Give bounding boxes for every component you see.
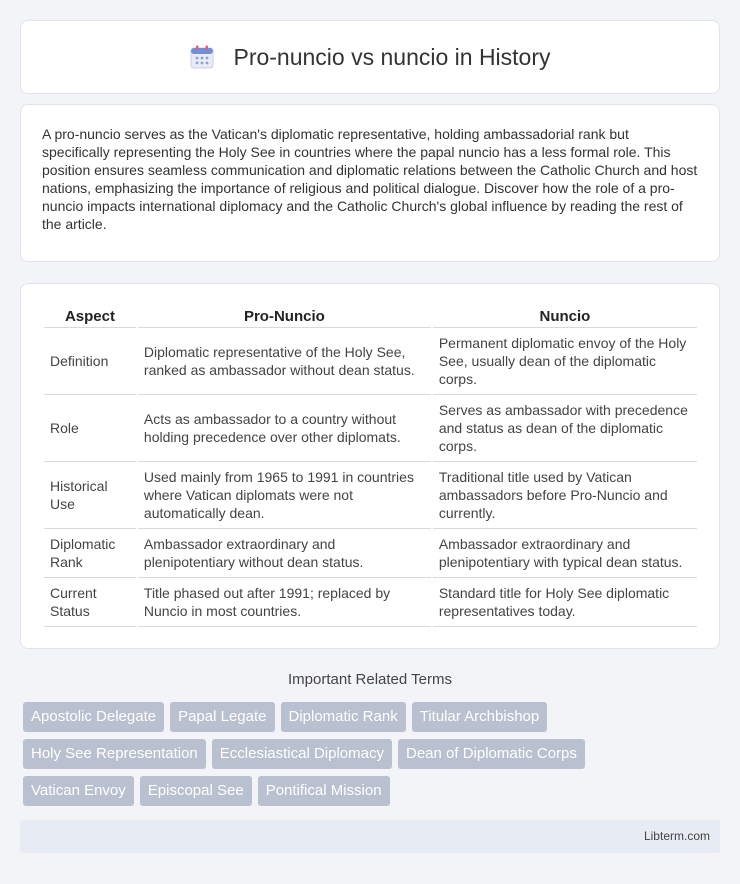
page-title: Pro-nuncio vs nuncio in History [233,43,551,70]
cell-nuncio: Traditional title used by Vatican ambassadors before Pro-Nuncio and currently. [433,462,697,529]
cell-aspect: Definition [44,328,136,395]
table-row [44,328,697,395]
title-wrap [189,44,550,71]
table-card [20,283,720,649]
cell-pro-nuncio: Ambassador extraordinary and plenipotentiary without dean status. [138,529,431,578]
tag-titular-archbishop[interactable]: Titular Archbishop [412,702,548,732]
cell-aspect: Historical Use [44,462,136,529]
tag-row [23,702,723,732]
table-row [44,395,697,462]
cell-pro-nuncio: Diplomatic representative of the Holy See, ranked as ambassador without dean status. [138,328,431,395]
related-tags [23,702,723,813]
footer [20,820,720,853]
related-terms-title: Important Related Terms [288,671,452,688]
cell-aspect: Diplomatic Rank [44,529,136,578]
tag-episcopal-see[interactable]: Episcopal See [140,776,252,806]
tag-vatican-envoy[interactable]: Vatican Envoy [23,776,134,806]
footer-site-link[interactable]: Libterm.com [643,829,710,843]
tag-ecclesiastical-diplomacy[interactable]: Ecclesiastical Diplomacy [212,739,392,769]
tag-holy-see-representation[interactable]: Holy See Representation [23,739,206,769]
comparison-table [42,302,699,627]
tag-dean-of-diplomatic-corps[interactable]: Dean of Diplomatic Corps [398,739,585,769]
tag-diplomatic-rank[interactable]: Diplomatic Rank [281,702,406,732]
header-card [20,20,720,94]
cell-nuncio: Standard title for Holy See diplomatic representatives today. [433,578,697,627]
header-pro-nuncio: Pro-Nuncio [138,302,431,328]
header-aspect: Aspect [44,302,136,328]
tag-papal-legate[interactable]: Papal Legate [170,702,274,732]
cell-aspect: Role [44,395,136,462]
tag-row [23,739,723,769]
cell-nuncio: Ambassador extraordinary and plenipotentiary with typical dean status. [433,529,697,578]
table-row [44,462,697,529]
table-row [44,529,697,578]
cell-aspect: Current Status [44,578,136,627]
intro-text: A pro-nuncio serves as the Vatican's diplomatic representative, holding ambassadorial rank but specifically representing the Holy See in countries where the papal nuncio has a less formal role. This position ensures seamless communication and diplomatic relations between the Catholic Church and host nations, emphasizing the importance of religious and political dialogue. Discover how the role of a pro-nuncio impacts international diplomacy and the Catholic Church's global influence by reading the rest of the article. [42,126,698,232]
cell-pro-nuncio: Acts as ambassador to a country without holding precedence over other diplomats. [138,395,431,462]
intro-card [20,104,720,262]
tag-pontifical-mission[interactable]: Pontifical Mission [258,776,390,806]
table-row [44,578,697,627]
table-header-row [44,302,697,328]
tag-row [23,776,723,806]
header-nuncio: Nuncio [433,302,697,328]
cell-nuncio: Serves as ambassador with precedence and status as dean of the diplomatic corps. [433,395,697,462]
tag-apostolic-delegate[interactable]: Apostolic Delegate [23,702,164,732]
cell-pro-nuncio: Title phased out after 1991; replaced by Nuncio in most countries. [138,578,431,627]
cell-pro-nuncio: Used mainly from 1965 to 1991 in countries where Vatican diplomats were not automatically dean. [138,462,431,529]
calendar-icon [189,44,215,70]
cell-nuncio: Permanent diplomatic envoy of the Holy See, usually dean of the diplomatic corps. [433,328,697,395]
